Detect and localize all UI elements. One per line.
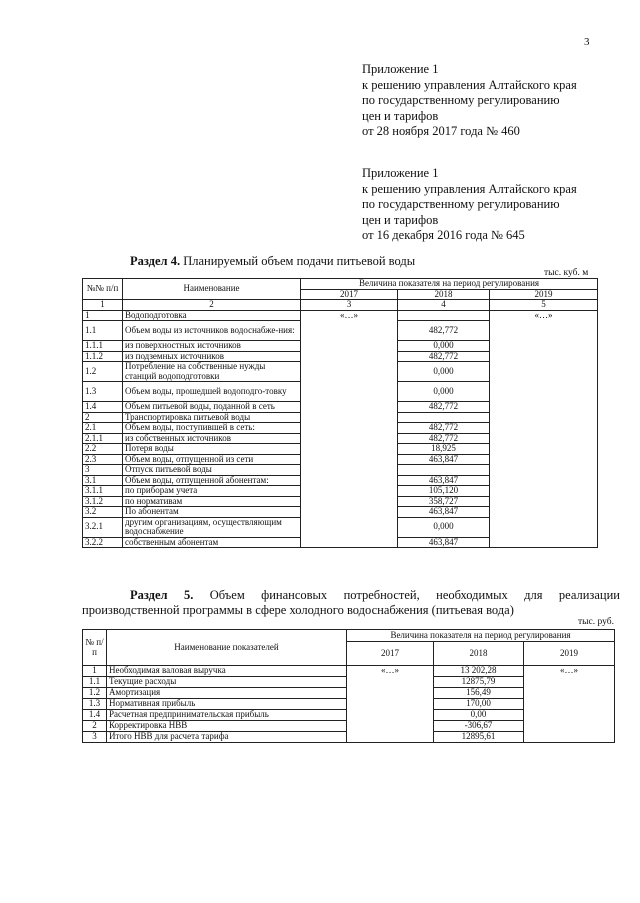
value-2018: 482,772: [398, 321, 490, 341]
row-name: Транспортировка питьевой воды: [123, 412, 301, 423]
value-2018: 463,847: [398, 507, 490, 518]
value-2018: [398, 412, 490, 423]
value-2018: 482,772: [398, 402, 490, 413]
row-number: 1.1: [83, 321, 123, 341]
row-number: 1.1.2: [83, 351, 123, 362]
table-row: [83, 310, 598, 321]
row-number: 1.1: [83, 677, 107, 688]
row-name: из подземных источников: [123, 351, 301, 362]
value-2018: 0,000: [398, 362, 490, 382]
row-number: 1.4: [83, 710, 107, 721]
appendix-line: по государственному регулированию: [362, 93, 560, 107]
section5-title-text: Объем финансовых потребностей, необходимых для реализации производственной программы в сфере холодного водоснабжения (питьевая вода): [82, 588, 620, 617]
row-number: 2.1.1: [83, 433, 123, 444]
page-number: 3: [584, 36, 590, 48]
value-2018: 12895,61: [434, 732, 524, 743]
row-name: Объем воды, отпущенной абонентам:: [123, 475, 301, 486]
header-year-2017: 2017: [301, 289, 398, 300]
header-period: Величина показателя на период регулирования: [347, 630, 615, 642]
row-number: 3.1.2: [83, 496, 123, 507]
appendix-line: Приложение 1: [362, 166, 439, 180]
header-name: Наименование показателей: [107, 630, 347, 666]
value-2018: 0,000: [398, 341, 490, 352]
header-year-2018: 2018: [398, 289, 490, 300]
section4-table: [82, 278, 598, 548]
row-name: Отпуск питьевой воды: [123, 465, 301, 476]
table-header-row: [83, 630, 615, 642]
column-number: 5: [490, 300, 598, 311]
value-2018: 0,000: [398, 382, 490, 402]
value-2018: 105,120: [398, 486, 490, 497]
value-2017: «…»: [347, 666, 434, 743]
header-num: №№ п/п: [83, 279, 123, 300]
table-column-numbers-row: [83, 300, 598, 311]
table-header-row: [83, 279, 598, 290]
header-year-2019: 2019: [490, 289, 598, 300]
appendix-block-current: [362, 62, 577, 140]
value-2018: 0,000: [398, 517, 490, 537]
column-number: 3: [301, 300, 398, 311]
row-name: Объем воды, поступившей в сеть:: [123, 423, 301, 434]
row-number: 3.1.1: [83, 486, 123, 497]
appendix-line: цен и тарифов: [362, 212, 439, 227]
row-number: 1: [83, 310, 123, 321]
value-2018: 18,925: [398, 444, 490, 455]
row-name: Расчетная предпринимательская прибыль: [107, 710, 347, 721]
row-name: по нормативам: [123, 496, 301, 507]
row-number: 1.2: [83, 688, 107, 699]
value-2018: 0,00: [434, 710, 524, 721]
section4-units: тыс. куб. м: [544, 268, 589, 278]
row-name: Объем воды, прошедшей водоподго-товку: [123, 382, 301, 402]
row-number: 3.2.2: [83, 537, 123, 548]
value-2018: 358,727: [398, 496, 490, 507]
row-name: собственным абонентам: [123, 537, 301, 548]
row-number: 2.2: [83, 444, 123, 455]
appendix-line: цен и тарифов: [362, 108, 439, 123]
row-name: Объем воды из источников водоснабже-ния:: [123, 321, 301, 341]
value-2018: 482,772: [398, 351, 490, 362]
appendix-line: от 16 декабря 2016 года № 645: [362, 228, 525, 242]
value-2018: -306,67: [434, 721, 524, 732]
header-num: № п/ п: [83, 630, 107, 666]
row-number: 3: [83, 465, 123, 476]
row-number: 1.3: [83, 382, 123, 402]
value-2017: «…»: [301, 310, 398, 548]
row-number: 1.4: [83, 402, 123, 413]
header-year-2017: 2017: [347, 642, 434, 666]
row-name: Потеря воды: [123, 444, 301, 455]
appendix-line: к решению управления Алтайского края: [362, 181, 577, 196]
header-year-2018: 2018: [434, 642, 524, 666]
row-name: Необходимая валовая выручка: [107, 666, 347, 677]
value-2018: 156,49: [434, 688, 524, 699]
row-name: Объем питьевой воды, поданной в сеть: [123, 402, 301, 413]
appendix-line: к решению управления Алтайского края: [362, 77, 577, 92]
row-name: по приборам учета: [123, 486, 301, 497]
header-name: Наименование: [123, 279, 301, 300]
section4-title: [130, 254, 415, 269]
section4-title-text: Планируемый объем подачи питьевой воды: [180, 254, 416, 268]
row-number: 1: [83, 666, 107, 677]
table-row: [83, 666, 615, 677]
row-number: 2.3: [83, 454, 123, 465]
row-number: 2.1: [83, 423, 123, 434]
row-name: из собственных источников: [123, 433, 301, 444]
value-2018: 463,847: [398, 475, 490, 486]
value-2018: 463,847: [398, 537, 490, 548]
row-name: Потребление на собственные нужды станций водоподготовки: [123, 362, 301, 382]
row-name: другим организациям, осуществляющим водоснабжение: [123, 517, 301, 537]
appendix-block-previous: [362, 166, 577, 244]
appendix-line: от 28 ноября 2017 года № 460: [362, 124, 520, 138]
row-name: Корректировка НВВ: [107, 721, 347, 732]
row-number: 2: [83, 721, 107, 732]
row-name: Амортизация: [107, 688, 347, 699]
section5-table: [82, 629, 615, 743]
row-name: из поверхностных источников: [123, 341, 301, 352]
value-2019: «…»: [490, 310, 598, 548]
column-number: 1: [83, 300, 123, 311]
value-2018: 12875,79: [434, 677, 524, 688]
value-2018: 482,772: [398, 423, 490, 434]
row-number: 3.2: [83, 507, 123, 518]
row-number: 1.2: [83, 362, 123, 382]
row-number: 3.2.1: [83, 517, 123, 537]
row-number: 3: [83, 732, 107, 743]
column-number: 4: [398, 300, 490, 311]
row-number: 2: [83, 412, 123, 423]
value-2018: [398, 465, 490, 476]
appendix-line: Приложение 1: [362, 62, 439, 76]
section5-units: тыс. руб.: [578, 617, 614, 627]
row-name: Итого НВВ для расчета тарифа: [107, 732, 347, 743]
section4-title-bold: Раздел 4.: [130, 254, 181, 268]
row-number: 1.1.1: [83, 341, 123, 352]
section5-title-bold: Раздел 5.: [130, 588, 194, 602]
appendix-line: по государственному регулированию: [362, 197, 560, 211]
section5-title: [82, 588, 620, 618]
row-name: По абонентам: [123, 507, 301, 518]
row-name: Объем воды, отпущенной из сети: [123, 454, 301, 465]
column-number: 2: [123, 300, 301, 311]
header-period: Величина показателя на период регулирования: [301, 279, 598, 290]
value-2018: 463,847: [398, 454, 490, 465]
row-number: 1.3: [83, 699, 107, 710]
row-name: Текущие расходы: [107, 677, 347, 688]
row-name: Нормативная прибыль: [107, 699, 347, 710]
value-2018: 482,772: [398, 433, 490, 444]
value-2019: «…»: [524, 666, 615, 743]
row-number: 3.1: [83, 475, 123, 486]
value-2018: 13 202,28: [434, 666, 524, 677]
value-2018: 170,00: [434, 699, 524, 710]
row-name: Водоподготовка: [123, 310, 301, 321]
value-2018: [398, 310, 490, 321]
header-year-2019: 2019: [524, 642, 615, 666]
